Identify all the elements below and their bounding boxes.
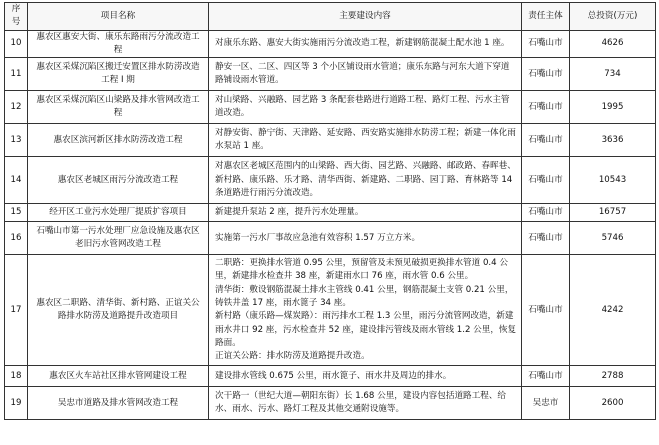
row-owner: 石嘴山市 xyxy=(522,222,570,255)
content-line: 次干路一（世纪大道—朝阳东街）长 1.68 公里，建设内容包括道路工程、给水、雨水、污水、路灯工程及其他交通附设施等。 xyxy=(215,390,507,415)
content-line: 对静安街、静宁街、天津路、延安路、西安路实施排水防涝工程；新建一体化雨水泵站 1 座。 xyxy=(215,127,516,152)
header-project-name: 项目名称 xyxy=(28,3,209,31)
header-row xyxy=(5,3,656,31)
row-owner: 吴忠市 xyxy=(522,387,570,420)
content-line-erzhi-road: 二职路：更换排水管道 0.95 公里，预留管及未预见破损更换排水管道 0.4 公里，新建排水检查井 38 座，新建雨水口 76 座，雨水管 0.6 公里。 xyxy=(215,258,508,282)
row-content xyxy=(209,157,522,204)
row-owner: 石嘴山市 xyxy=(522,255,570,366)
row-project-name: 惠农区滨河新区排水防涝改造工程 xyxy=(28,124,209,157)
row-content xyxy=(209,30,522,58)
row-investment: 2788 xyxy=(570,366,656,387)
row-index: 15 xyxy=(5,204,28,222)
row-content xyxy=(209,387,522,420)
row-investment: 5746 xyxy=(570,222,656,255)
row-index: 14 xyxy=(5,157,28,204)
row-investment: 2600 xyxy=(570,387,656,420)
row-project-name: 经开区工业污水处理厂提质扩容项目 xyxy=(28,204,209,222)
row-project-name: 石嘴山市第一污水处理厂应急设施及惠农区老旧污水管网改造工程 xyxy=(28,222,209,255)
content-line-qinghua-street: 清华街：敷设钢筋混凝土排水主管线 0.41 公里，钢筋混凝土支管 0.21 公里，铸铁井盖 17 座，雨水篦子 34 座。 xyxy=(215,284,514,308)
row-index: 10 xyxy=(5,30,28,58)
table-row xyxy=(5,204,656,222)
row-index: 16 xyxy=(5,222,28,255)
content-line-xincun-road: 新村路（康乐路—煤炭路）：雨污排水工程 1.3 公里，雨污分流管网改造，新建雨水井口 92 座，污水检查井 52 座，建设排污管线及雨水管线 1.2 公里，恢复路面。 xyxy=(215,311,517,348)
row-index: 18 xyxy=(5,366,28,387)
table-row xyxy=(5,157,656,204)
table-row xyxy=(5,58,656,91)
row-project-name: 惠农区二职路、清华街、新村路、正谊关公路排水防涝及道路提升改造项目 xyxy=(28,255,209,366)
content-line: 实施第一污水厂事故应急池有效容积 1.57 万立方米。 xyxy=(215,232,421,243)
row-owner: 石嘴山市 xyxy=(522,204,570,222)
row-investment: 4242 xyxy=(570,255,656,366)
header-content: 主要建设内容 xyxy=(209,3,522,31)
row-investment: 10543 xyxy=(570,157,656,204)
table-row xyxy=(5,30,656,58)
row-index: 19 xyxy=(5,387,28,420)
row-project-name: 惠农区火车站社区排水管网建设工程 xyxy=(28,366,209,387)
row-owner: 石嘴山市 xyxy=(522,30,570,58)
content-line: 静安一区、二区、四区等 3 个小区铺设雨水管道；康乐东路与河东大道下穿道路铺设雨水管道。 xyxy=(215,61,510,86)
row-owner: 石嘴山市 xyxy=(522,366,570,387)
content-line-zhengyiguan-road: 正谊关公路：排水防涝及道路提升改造。 xyxy=(215,351,370,362)
row-investment: 734 xyxy=(570,58,656,91)
content-line: 对惠农区老城区范围内的山梁路、西大街、园艺路、兴融路、邮政路、春晖巷、新村路、康乐路、乐才路、清华西街、新建路、二职路、园丁路、育林路等 14 条道路进行雨污分流改造。 xyxy=(215,161,516,198)
project-table xyxy=(4,2,656,420)
row-index: 11 xyxy=(5,58,28,91)
row-investment: 1995 xyxy=(570,91,656,124)
row-investment: 3636 xyxy=(570,124,656,157)
row-content xyxy=(209,255,522,366)
row-content xyxy=(209,204,522,222)
row-project-name: 惠农区采煤沉陷区搬迁安置区排水防涝改造工程 I 期 xyxy=(28,58,209,91)
row-investment: 4626 xyxy=(570,30,656,58)
row-owner: 石嘴山市 xyxy=(522,91,570,124)
table-row xyxy=(5,255,656,366)
content-line: 对山梁路、兴融路、园艺路 3 条配套巷路进行道路工程、路灯工程、污水主管道改造。 xyxy=(215,94,510,119)
row-owner: 石嘴山市 xyxy=(522,157,570,204)
row-index: 12 xyxy=(5,91,28,124)
content-line: 对康乐东路、惠安大街实施雨污分流改造工程，新建钢筋混凝土配水池 1 座。 xyxy=(215,38,510,49)
row-content xyxy=(209,124,522,157)
row-project-name: 惠农区采煤沉陷区山梁路及排水管网改造工程 xyxy=(28,91,209,124)
table-row xyxy=(5,366,656,387)
row-project-name: 惠农区惠安大街、康乐东路雨污分流改造工程 xyxy=(28,30,209,58)
table-body xyxy=(5,30,656,420)
table-row xyxy=(5,124,656,157)
row-content xyxy=(209,222,522,255)
row-project-name: 惠农区老城区雨污分流改造工程 xyxy=(28,157,209,204)
row-index: 13 xyxy=(5,124,28,157)
table-row xyxy=(5,91,656,124)
row-content xyxy=(209,91,522,124)
header-investment: 总投资(万元) xyxy=(570,3,656,31)
table-row xyxy=(5,387,656,420)
row-index: 17 xyxy=(5,255,28,366)
content-line: 新建提升泵站 2 座，提升污水处理量。 xyxy=(215,207,364,218)
header-index: 序号 xyxy=(5,3,28,31)
table-row xyxy=(5,222,656,255)
row-project-name: 吴忠市道路及排水管网改造工程 xyxy=(28,387,209,420)
content-line: 建设排水管线 0.675 公里，雨水篦子、雨水井及周边的排水。 xyxy=(215,370,452,381)
row-content xyxy=(209,366,522,387)
row-owner: 石嘴山市 xyxy=(522,58,570,91)
row-investment: 16757 xyxy=(570,204,656,222)
header-owner: 责任主体 xyxy=(522,3,570,31)
table-header xyxy=(5,3,656,31)
row-owner: 石嘴山市 xyxy=(522,124,570,157)
row-content xyxy=(209,58,522,91)
